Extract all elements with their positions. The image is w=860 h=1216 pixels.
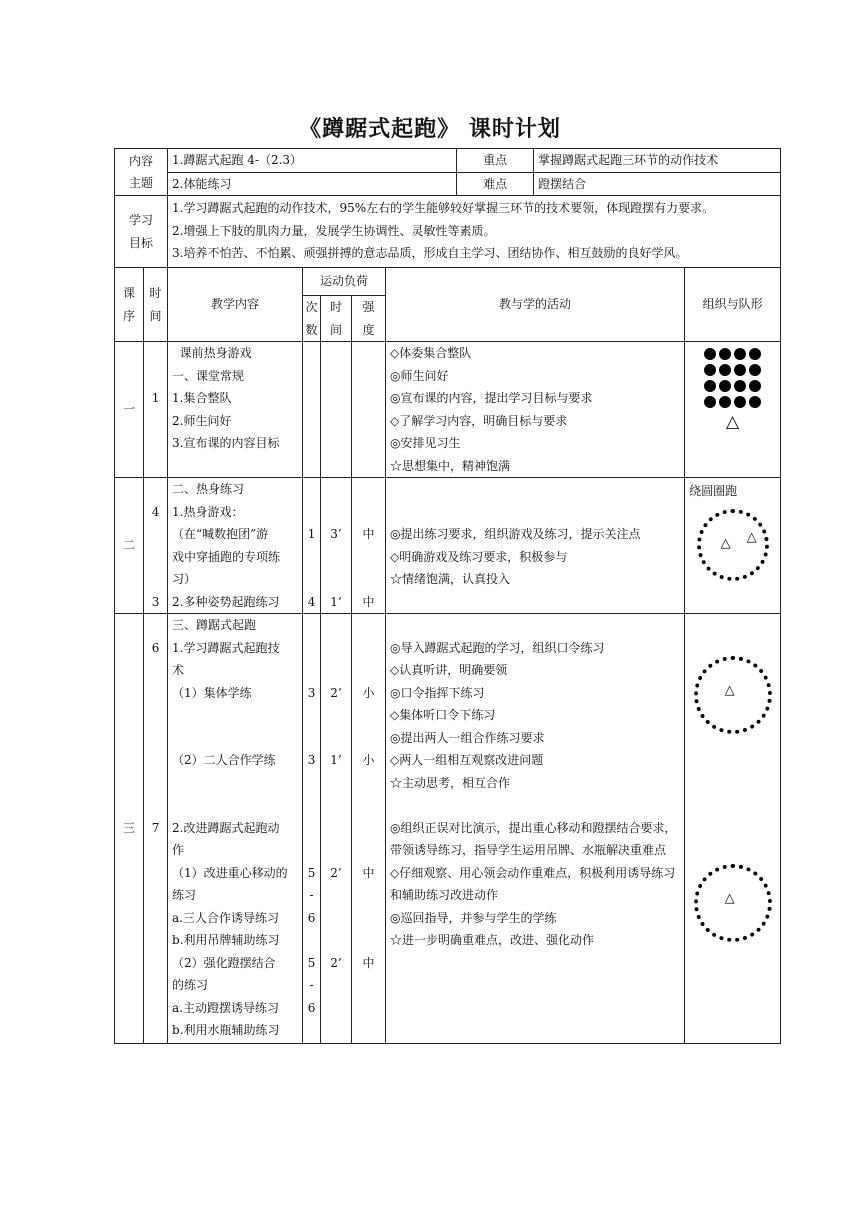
col-time: 时 间 [144,268,168,342]
teacher-triangle-icon: △ [726,412,740,432]
student-dot [719,380,731,392]
dotted-circle-icon [697,509,769,581]
col-load: 运动负荷 [303,268,386,296]
section-intensity: 中 中 [352,478,386,614]
section-count: 3 3 5 - 6 5 - 6 [303,614,321,1044]
section-content: 课前热身游戏 一、课堂常规 1.集合整队 2.师生问好 3.宣布课的内容目标 [168,342,303,478]
formation-label: 绕圆圈跑 [689,484,738,498]
section-time: 6 7 [144,614,168,1044]
key-point-label: 重点 [457,149,534,173]
student-dot [719,396,731,408]
section-duration: 3’ 1’ [321,478,352,614]
col-organization: 组织与队形 [685,268,781,342]
student-dot [719,348,731,360]
difficulty-label: 难点 [457,172,534,196]
page-title: 《蹲踞式起跑》 课时计划 [299,117,561,142]
col-intensity: 强 度 [352,296,386,342]
content-line-1: 1.蹲踞式起跑 4-（2.3） [168,149,457,173]
goal-item: 2.增强上下肢的肌肉力量，发展学生协调性、灵敏性等素质。 [172,223,496,238]
section-activities: ◇体委集合整队 ◎师生问好 ◎宣布课的内容，提出学习目标与要求 ◇了解学习内容，明确目标与要求 ◎安排见习生 ☆思想集中，精神饱满 [386,342,685,478]
section-time: 1 [144,342,168,478]
section-row [115,614,781,1044]
section-activities: ◎提出练习要求，组织游戏及练习，提示关注点 ◇明确游戏及练习要求，积极参与 ☆情绪饱满，认真投入 [386,478,685,614]
col-count: 次 数 [303,296,321,342]
dotted-circle-icon [694,864,772,942]
lesson-plan-table [114,148,781,1044]
section-duration: 2’ 1’ 2’ 2’ [321,614,352,1044]
goal-item: 3.培养不怕苦、不怕累、顽强拼搏的意志品质，形成自主学习、团结协作、相互鼓励的良好学风。 [172,246,688,260]
formation-circles [685,614,781,1044]
teacher-triangle-icon: △ [724,891,735,906]
col-lesson-order: 课 序 [115,268,144,342]
student-dot [734,364,746,376]
col-content: 教学内容 [168,268,303,342]
teacher-triangle-icon: △ [720,535,731,551]
student-dot [704,396,716,408]
student-dot [749,396,761,408]
goal-item: 1.学习蹲踞式起跑的动作技术，95%左右的学生能够较好掌握三环节的技术要领，体现蹬摆有力要求。 [172,201,715,215]
section-content: 二、热身练习 1.热身游戏： （在“喊数抱团”游 戏中穿插跑的专项练 习） 2.多种姿势起跑练习 [168,478,303,614]
section-row [115,342,781,478]
section-order: 三 [115,614,144,1044]
difficulty-value: 蹬摆结合 [534,172,781,196]
section-order: 二 [115,478,144,614]
section-content: 三、蹲踞式起跑 1.学习蹲踞式起跑技 术 （1）集体学练 （2）二人合作学练 2.改进蹲踞式起跑动 作 （1）改进重心移动的 练习 a.三人合作诱导练习 b.利用吊牌辅助练习 （2）强化蹬摆结合 的练习 a.主动蹬摆诱导练习 b.利用水瓶辅助练习 [168,614,303,1044]
student-dot [734,396,746,408]
student-dot [704,348,716,360]
key-point-value: 掌握蹲踞式起跑三环节的动作技术 [534,149,781,173]
content-line-2: 2.体能练习 [168,172,457,196]
section-intensity: 小 小 中 中 [352,614,386,1044]
student-dot [734,380,746,392]
student-dot [734,348,746,360]
dotted-circle-icon [694,656,772,734]
student-dot [704,364,716,376]
formation-dots [685,342,781,478]
student-dot [749,380,761,392]
teacher-triangle-icon: △ [746,529,757,545]
student-dot [719,364,731,376]
teacher-triangle-icon: △ [724,683,735,698]
student-dot [704,380,716,392]
student-dot [749,348,761,360]
content-theme-label: 内容 主题 [115,149,168,196]
section-order: 一 [115,342,144,478]
col-duration: 时 间 [321,296,352,342]
section-row [115,478,781,614]
goals-label: 学习 目标 [115,196,168,268]
section-time: 4 3 [144,478,168,614]
section-activities: ◎导入蹲踞式起跑的学习，组织口令练习 ◇认真听讲，明确要领 ◎口令指挥下练习 ◇集体听口令下练习 ◎提出两人一组合作练习要求 ◇两人一组相互观察改进问题 ☆主动思考，相互合作 ◎组织正误对比演示，提出重心移动和蹬摆结合要求，带领诱导练习，指导学生运用吊牌、水瓶解决重难点 ◇仔细观察、用心领会动作重难点，积极利用诱导练习和辅助练习改进动作 ◎巡回指导，并参与学生的学练 ☆进一步明确重难点，改进、强化动作 [386,614,685,1044]
student-dot [749,364,761,376]
formation-circle-run [685,478,781,614]
col-activities: 教与学的活动 [386,268,685,342]
section-count: 1 4 [303,478,321,614]
